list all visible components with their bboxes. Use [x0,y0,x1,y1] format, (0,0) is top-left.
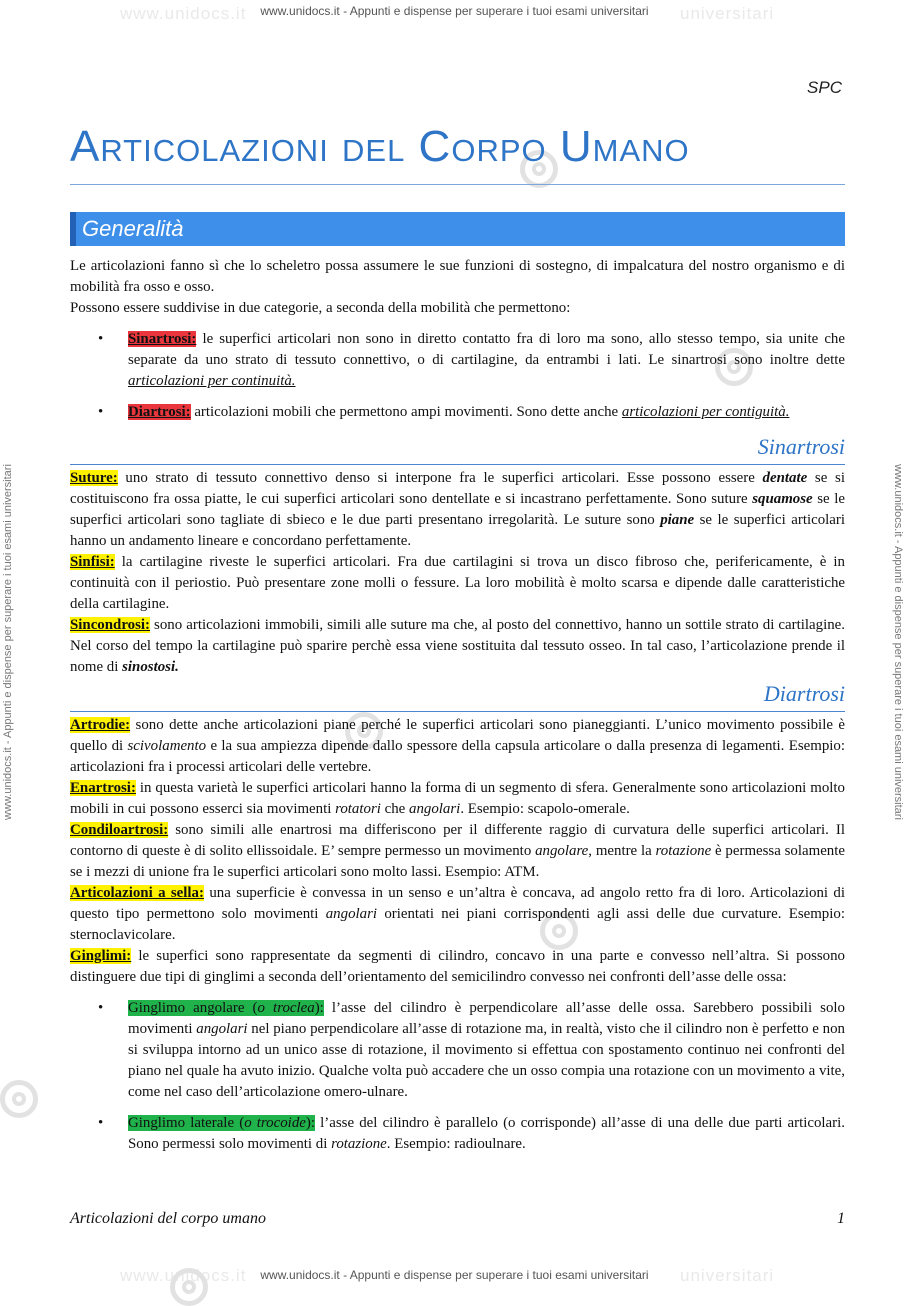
emphasis: piane [660,512,695,528]
ginglimi-list [70,998,845,1155]
paragraph-condiloartrosi [70,820,845,883]
emphasis: angolare [535,843,589,859]
paragraph-suture [70,468,845,552]
emphasis: angolari [196,1021,248,1037]
item-text: le superfici articolari non sono in diretto contatto fra di loro ma sono, allo stesso tempo, sia unite che separate da uno strato di tessuto connettivo, o di cartilagine, da entrambi i lati. Le sinartrosi sono inoltre dette [128,331,845,368]
term-enartrosi: Enartrosi: [70,780,136,796]
text: una superficie è convessa in un senso e un’altra è concava, ad angolo retto fra di loro. Articolazioni di questo tipo permettono solo movimenti [70,885,845,922]
text: orientati nei piani corrispondenti agli assi delle due curvature. Esempio: sternoclavicolare. [70,906,845,943]
term-text: Ginglimo angolare ( [128,1000,258,1016]
emphasis: angolari [325,906,378,922]
watermark-left: www.unidocs.it - Appunti e dispense per superare i tuoi esami universitari [2,464,14,820]
text: che [380,801,410,817]
term-text: Ginglimo laterale ( [128,1115,245,1131]
header-tag: SPC [807,78,842,97]
diartrosi-body [70,715,845,1155]
paragraph-sinfisi [70,552,845,615]
term-ginglimi: Ginglimi: [70,948,132,964]
list-item [70,998,845,1103]
paragraph-sella [70,883,845,946]
section-divider [70,464,845,465]
term-condiloartrosi: Condiloartrosi: [70,822,169,838]
page-number: 1 [837,1210,845,1227]
term-italic: o trocoide [244,1115,306,1131]
text: sono dette anche articolazioni piane perché le superfici articolari sono pianeggianti. L’unico movimento possibile è quello di [70,717,845,754]
title-divider [70,184,845,185]
text: nel piano perpendicolare all’asse di rotazione ma, in realtà, visto che il cilindro non è perfetto e non si sviluppa intorno ad un unico asse di rotazione, il movimento si effettua con spostamento continuo nei confronti del piano nel quale ha avuto inizio. Qualche volta può accadere che un osso compia una rotazione con un movimento a vite, come nel caso dell’articolazione omero-ulnare. [128,1021,845,1100]
text: le superfici sono rappresentate da segmenti di cilindro, concavo in una parte e convesso nell’altra. Si possono distinguere due tipi di ginglimi a seconda dell’orientamento del semicilindro convesso nei confronti dell’asse delle ossa: [70,948,845,985]
term-ginglimo-angolare [128,1000,324,1016]
page-title: Articolazioni del Corpo Umano [70,122,690,171]
term-sinartrosi: Sinartrosi: [128,331,197,347]
list-item [70,402,845,423]
text: è permessa solamente se i mezzi di unione fra le superfici articolari sono molto lassi. Esempio: ATM. [70,843,846,880]
term-end: ): [305,1115,315,1131]
watermark-right: www.unidocs.it - Appunti e dispense per superare i tuoi esami universitari [892,464,904,820]
paragraph-sincondrosi [70,615,845,678]
bullet: • [98,1000,104,1016]
text: l’asse del cilindro è parallelo (o corrisponde) all’asse di una delle due parti articolari. Sono permessi solo movimenti di [128,1115,845,1152]
categories-list [70,329,845,423]
bullet: • [98,404,104,420]
text: , mentre la [588,843,656,859]
watermark-logo-icon [170,1268,208,1306]
emphasis: sinostosi. [122,659,179,675]
text: la cartilagine riveste le superfici articolari. Fra due cartilagini si trova un disco fibroso che, perifericamente, è in continuità con il periostio. Può presentare zone molli o fessure. La loro mobilità è molto scarsa e dipende dalle caratteristiche della cartilagine. [70,554,845,612]
paragraph-artrodie [70,715,845,778]
text: e la sua ampiezza dipende dallo spessore della capsula articolare o dalla presenza di legamenti. Esempio: articolazioni fra i processi articolari delle vertebre. [70,738,846,775]
text: se si costituiscono fra ossa piatte, le cui superfici articolari sono dentellate e si incastrano perfettamente. Sono suture [70,470,845,507]
text: . Esempio: radioulnare. [386,1136,526,1152]
section-heading-generalita: Generalità [70,212,845,246]
text: se le superfici articolari sono tagliate di sbieco e le due parti presentano irregolarità. Le suture sono [70,491,845,528]
section-heading-diartrosi: Diartrosi [763,681,845,706]
text: in questa varietà le superfici articolari hanno la forma di un segmento di sfera. Generalmente sono articolazioni molto mobili in cui possono esserci sia movimenti [70,780,845,817]
term-end: ): [314,1000,324,1016]
term-sincondrosi: Sincondrosi: [70,617,150,633]
text: l’asse del cilindro è perpendicolare all’asse delle ossa. Sarebbero possibili solo movimenti [128,1000,846,1037]
emphasis: rotatori [335,801,381,817]
watermark-faint-bottom-right: universitari [680,1266,775,1285]
bullet: • [98,1115,104,1131]
emphasis: dentate [762,470,808,486]
term-ginglimo-laterale [128,1115,315,1131]
text: sono simili alle enartrosi ma differiscono per il differente raggio di curvatura delle superfici articolari. Il contorno di queste è di solito ellissoidale. E’ sempre permesso un movimento [70,822,845,859]
sinartrosi-body [70,468,845,678]
section-divider [70,711,845,712]
text: . Esempio: scapolo-omerale. [460,801,630,817]
text: sono articolazioni immobili, simili alle suture ma che, al posto del connettivo, hanno un sottile strato di cartilagine. Nel corso del tempo la cartilagine può sparire perchè essa viene sostituita dal tessuto osseo. In tal caso, l’articolazione prende il nome di [70,617,845,675]
paragraph-ginglimi [70,946,845,988]
paragraph: Possono essere suddivise in due categorie, a seconda della mobilità che permettono: [70,300,571,316]
list-item [70,1113,845,1155]
emphasis: angolari [409,801,461,817]
term-articolazioni-a-sella: Articolazioni a sella: [70,885,204,901]
emphasis: squamose [752,491,813,507]
section-heading-sinartrosi: Sinartrosi [757,434,845,459]
list-item [70,329,845,392]
emphasis: rotazione [331,1136,387,1152]
watermark-faint-top-right: universitari [680,4,775,23]
item-text: articolazioni mobili che permettono ampi movimenti. Sono dette anche [190,404,622,420]
footer-title: Articolazioni del corpo umano [70,1210,266,1227]
term-suture: Suture: [70,470,118,486]
generalita-body [70,256,845,423]
text: uno strato di tessuto connettivo denso si interpone fra le superfici articolari. Esse possono essere [117,470,763,486]
watermark-faint-top-left: www.unidocs.it [120,4,247,23]
watermark-top: www.unidocs.it - Appunti e dispense per superare i tuoi esami universitari [260,4,649,18]
paragraph-enartrosi [70,778,845,820]
watermark-bottom: www.unidocs.it - Appunti e dispense per superare i tuoi esami universitari [260,1268,649,1282]
watermark-faint-bottom-left: www.unidocs.it [120,1266,247,1285]
paragraph: Le articolazioni fanno sì che lo scheletro possa assumere le sue funzioni di sostegno, di impalcatura del nostro organismo e di mobilità fra osso e osso. [70,258,845,295]
watermark-logo-icon [0,1080,38,1118]
term-diartrosi: Diartrosi: [128,404,191,420]
text: se le superfici articolari hanno un andamento lineare e concordano perfettamente. [70,512,846,549]
term-artrodie: Artrodie: [70,717,131,733]
bullet: • [98,331,104,347]
emphasis: scivolamento [127,738,207,754]
term-link: articolazioni per continuità. [128,373,296,389]
term-sinfisi: Sinfisi: [70,554,115,570]
emphasis: rotazione [655,843,712,859]
term-italic: o troclea [257,1000,315,1016]
term-link: articolazioni per contiguità. [621,404,790,420]
